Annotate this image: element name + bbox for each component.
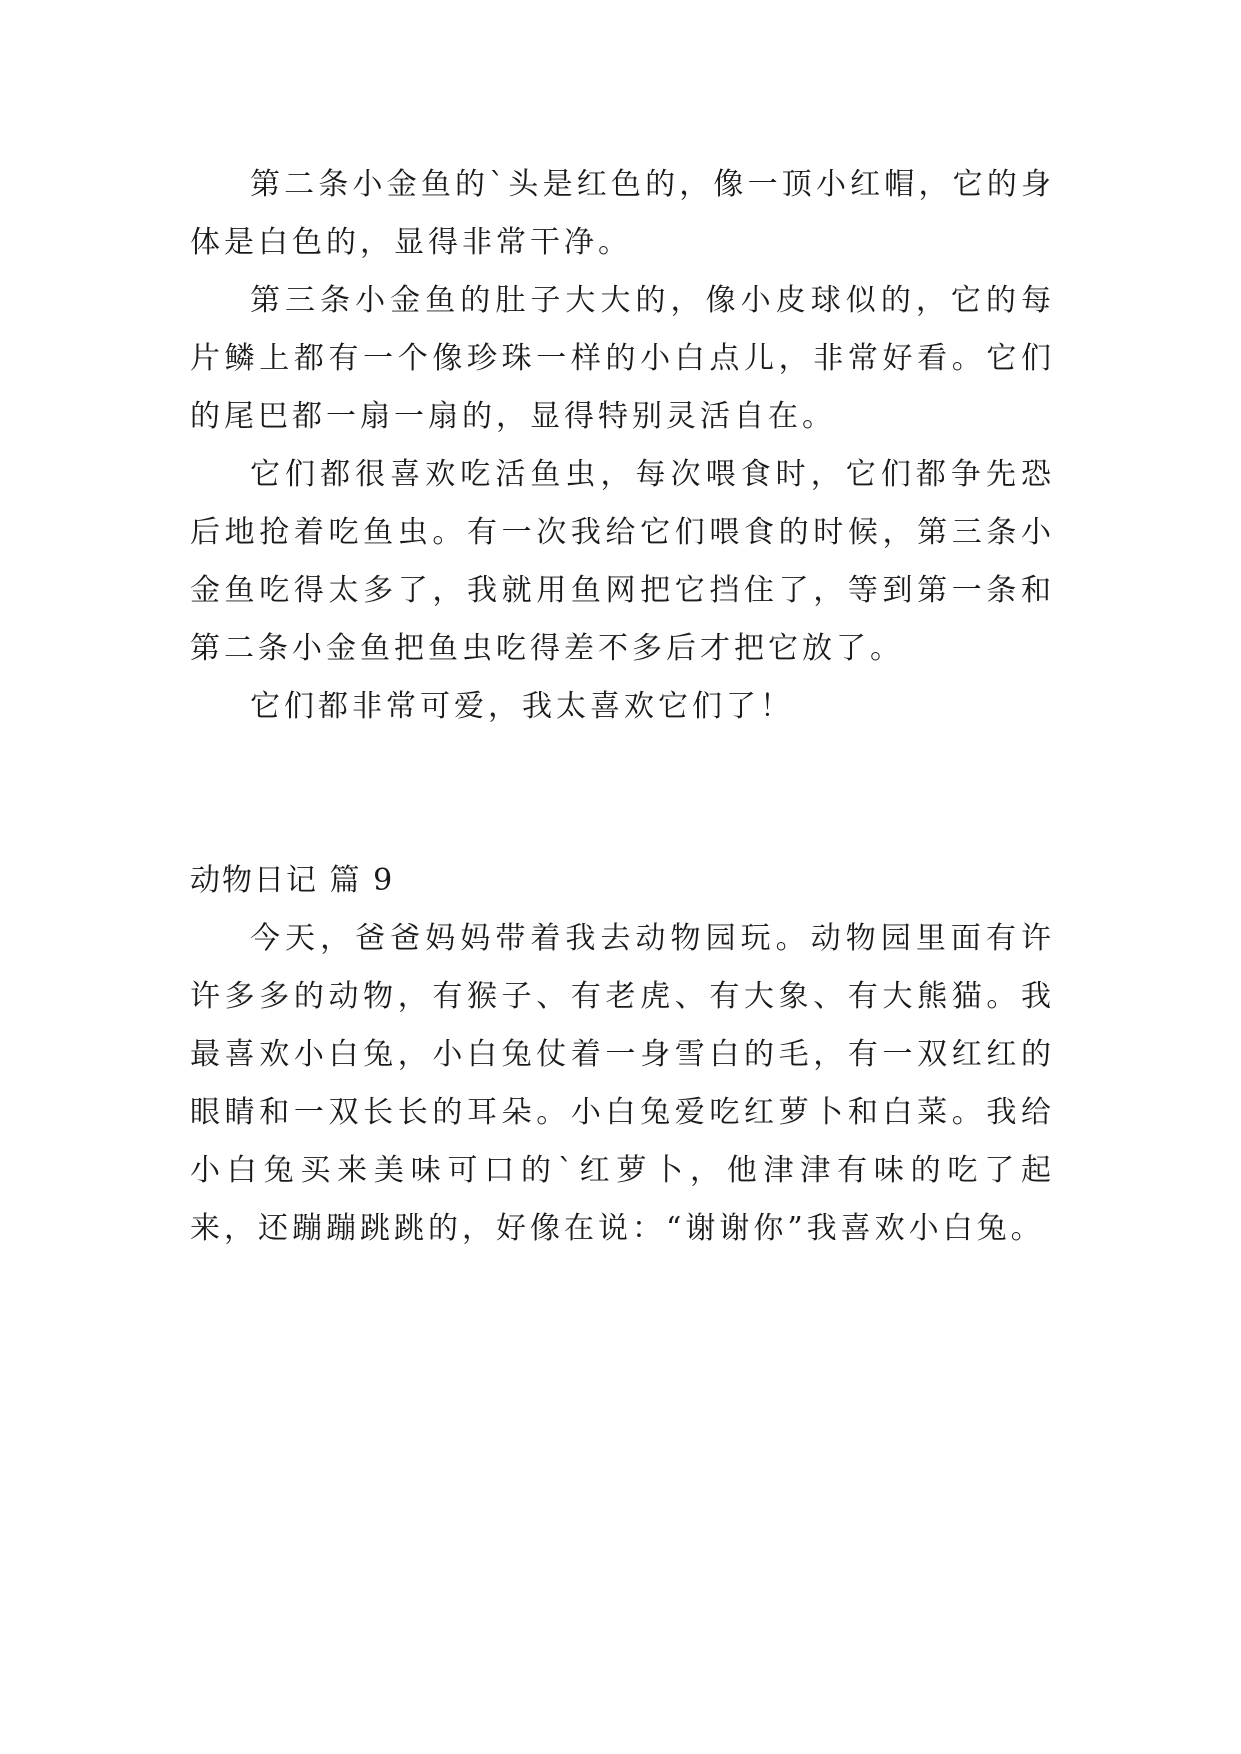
document-body: [190, 156, 1055, 1258]
paragraph-zoo-visit: 今天，爸爸妈妈带着我去动物园玩。动物园里面有许许多多的动物，有猴子、有老虎、有大象、有大熊猫。我最喜欢小白兔，小白兔仗着一身雪白的毛，有一双红红的眼睛和一双长长的耳朵。小白兔爱吃红萝卜和白菜。我给小白兔买来美味可口的`红萝卜，他津津有味的吃了起来，还蹦蹦跳跳的，好像在说：“谢谢你”我喜欢小白兔。: [190, 921, 1055, 1246]
paragraph-conclusion: 它们都非常可爱，我太喜欢它们了！: [250, 689, 794, 724]
paragraph-goldfish-three: 第三条小金鱼的肚子大大的，像小皮球似的，它的每片鳞上都有一个像珍珠一样的小白点儿，非常好看。它们的尾巴都一扇一扇的，显得特别灵活自在。: [190, 283, 1055, 434]
paragraph-goldfish-two: 第二条小金鱼的`头是红色的，像一顶小红帽，它的身体是白色的，显得非常干净。: [190, 167, 1055, 260]
section-title: 动物日记 篇 9: [190, 863, 395, 898]
paragraph-feeding: 它们都很喜欢吃活鱼虫，每次喂食时，它们都争先恐后地抢着吃鱼虫。有一次我给它们喂食的时候，第三条小金鱼吃得太多了，我就用鱼网把它挡住了，等到第一条和第二条小金鱼把鱼虫吃得差不多后才把它放了。: [190, 457, 1055, 666]
